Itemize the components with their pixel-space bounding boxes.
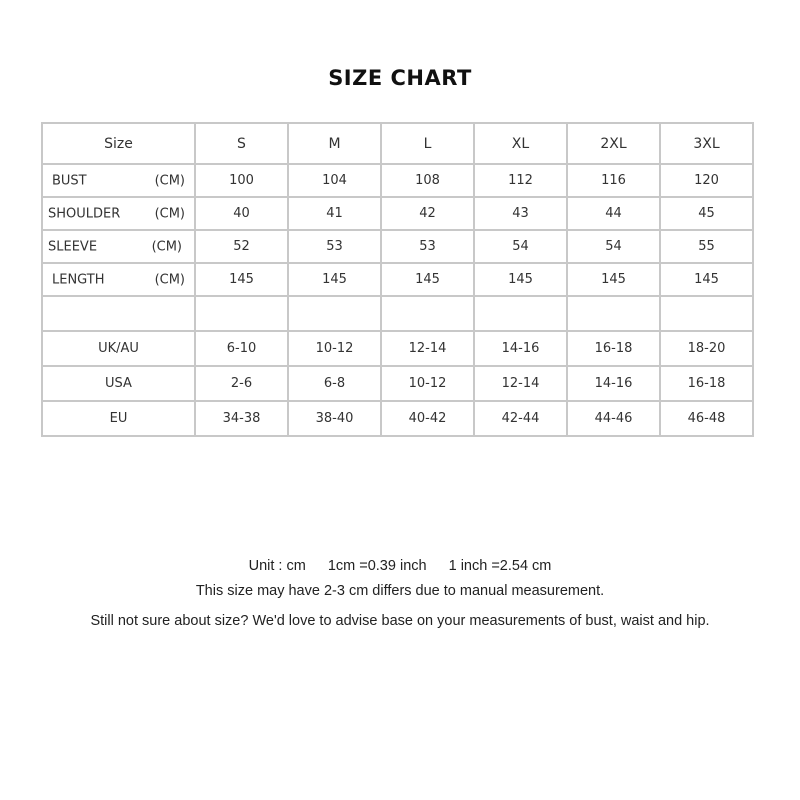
header-row: [42, 123, 753, 164]
table-cell: 6-10: [195, 331, 288, 366]
measurement-name: LENGTH: [52, 272, 105, 287]
row-label-eu: EU: [42, 401, 195, 436]
size-table: [41, 122, 754, 437]
table-cell: 10-12: [381, 366, 474, 401]
table-cell: 14-16: [474, 331, 567, 366]
table-cell: 40-42: [381, 401, 474, 436]
empty-cell: [660, 296, 753, 331]
inch-to-cm-label: 1 inch =2.54 cm: [448, 558, 552, 574]
row-label-bust: [42, 164, 195, 197]
table-cell: 53: [288, 230, 381, 263]
measurement-unit: (CM): [151, 239, 182, 254]
table-cell: 145: [381, 263, 474, 296]
table-cell: 145: [567, 263, 660, 296]
table-cell: 12-14: [474, 366, 567, 401]
table-row-shoulder: [42, 197, 753, 230]
unit-note: [0, 558, 800, 574]
table-cell: 2-6: [195, 366, 288, 401]
table-cell: 112: [474, 164, 567, 197]
table-cell: 10-12: [288, 331, 381, 366]
row-label-sleeve: [42, 230, 195, 263]
measurement-unit: (CM): [154, 206, 185, 221]
table-row-uk-au: [42, 331, 753, 366]
table-row-usa: [42, 366, 753, 401]
table-cell: 54: [567, 230, 660, 263]
table-cell: 44: [567, 197, 660, 230]
advice-note: Still not sure about size? We'd love to advise base on your measurements of bust, waist and hip.: [90, 613, 710, 629]
table-cell: 45: [660, 197, 753, 230]
table-cell: 145: [660, 263, 753, 296]
header-cell: XL: [474, 123, 567, 164]
empty-cell: [195, 296, 288, 331]
row-label-shoulder: [42, 197, 195, 230]
table-cell: 14-16: [567, 366, 660, 401]
table-cell: 100: [195, 164, 288, 197]
table-cell: 53: [381, 230, 474, 263]
table-cell: 145: [288, 263, 381, 296]
table-cell: 40: [195, 197, 288, 230]
header-cell: L: [381, 123, 474, 164]
table-row-sleeve: [42, 230, 753, 263]
table-cell: 104: [288, 164, 381, 197]
unit-label: Unit : cm: [248, 558, 306, 574]
table-cell: 34-38: [195, 401, 288, 436]
table-cell: 44-46: [567, 401, 660, 436]
table-cell: 42: [381, 197, 474, 230]
measurement-name: BUST: [52, 173, 87, 188]
table-cell: 52: [195, 230, 288, 263]
empty-cell: [42, 296, 195, 331]
table-cell: 16-18: [567, 331, 660, 366]
table-cell: 38-40: [288, 401, 381, 436]
table-cell: 12-14: [381, 331, 474, 366]
table-cell: 120: [660, 164, 753, 197]
measurement-difference-note: This size may have 2-3 cm differs due to manual measurement.: [195, 583, 605, 599]
measurement-name: SLEEVE: [48, 239, 98, 254]
table-cell: 46-48: [660, 401, 753, 436]
header-cell-size: Size: [42, 123, 195, 164]
table-cell: 16-18: [660, 366, 753, 401]
table-row-blank: [42, 296, 753, 331]
chart-title: SIZE CHART: [328, 66, 472, 90]
table-row-eu: [42, 401, 753, 436]
empty-cell: [381, 296, 474, 331]
row-label-uk-au: UK/AU: [42, 331, 195, 366]
header-cell: 3XL: [660, 123, 753, 164]
row-label-usa: USA: [42, 366, 195, 401]
table-cell: 55: [660, 230, 753, 263]
table-cell: 43: [474, 197, 567, 230]
header-cell: M: [288, 123, 381, 164]
header-cell: S: [195, 123, 288, 164]
table-row-bust: [42, 164, 753, 197]
measurement-unit: (CM): [154, 272, 185, 287]
empty-cell: [288, 296, 381, 331]
table-cell: 18-20: [660, 331, 753, 366]
row-label-length: [42, 263, 195, 296]
table-cell: 54: [474, 230, 567, 263]
table-row-length: [42, 263, 753, 296]
measurement-name: SHOULDER: [48, 206, 121, 221]
header-cell: 2XL: [567, 123, 660, 164]
table-cell: 108: [381, 164, 474, 197]
empty-cell: [567, 296, 660, 331]
table-cell: 41: [288, 197, 381, 230]
empty-cell: [474, 296, 567, 331]
measurement-unit: (CM): [154, 173, 185, 188]
table-cell: 6-8: [288, 366, 381, 401]
table-cell: 116: [567, 164, 660, 197]
table-cell: 145: [195, 263, 288, 296]
table-cell: 42-44: [474, 401, 567, 436]
table-cell: 145: [474, 263, 567, 296]
cm-to-inch-label: 1cm =0.39 inch: [327, 558, 427, 574]
